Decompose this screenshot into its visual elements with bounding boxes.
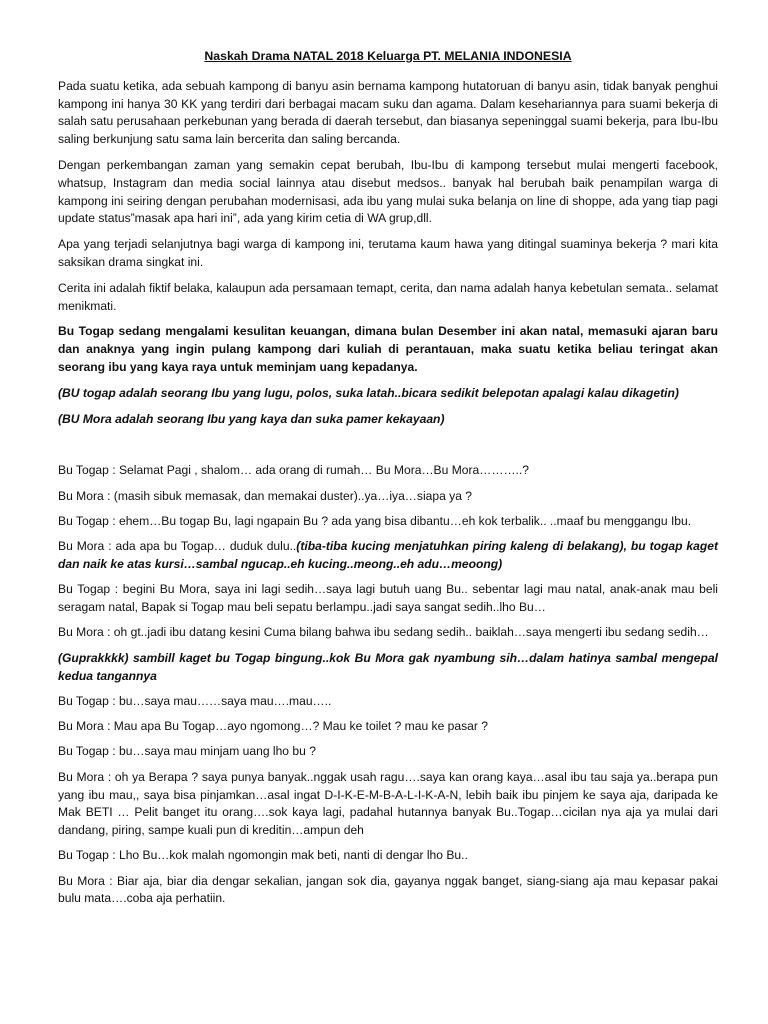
intro-paragraph-2: Dengan perkembangan zaman yang semakin cepat berubah, Ibu-Ibu di kampong tersebut mulai mengerti facebook, whatsup, Instagram dan media social lainnya atau disebut medsos.. banyak hal berubah baik penampilan warga di kampong ini seiring dengan perubahan modernisasi, ada ibu yang mulai suka belanja on line di shoppe, ada yang tiap pagi update status”masak apa hari ini”, ada yang kirim cetia di WA grup,dll. [58,157,718,226]
character-note-togap: (BU togap adalah seorang Ibu yang lugu, polos, suka latah..bicara sedikit belepotan apalagi kalau dikagetin) [58,385,679,400]
dialogue-line: Bu Mora : Biar aja, biar dia dengar sekalian, jangan sok dia, gayanya nggak banget, siang-siang aja mau kepasar pakai bulu mata….coba aja perhatiin. [58,873,718,906]
dialogue-line: Bu Togap : Selamat Pagi , shalom… ada orang di rumah… Bu Mora…Bu Mora………..? [58,463,529,478]
document-page [58,48,718,916]
dialogue [58,462,718,908]
document-title: Naskah Drama NATAL 2018 Keluarga PT. MELANIA INDONESIA [204,49,572,63]
intro-paragraph-1: Pada suatu ketika, ada sebuah kampong di banyu asin bernama kampong hutatoruan di banyu asin, tidak banyak penghui kampong ini hanya 30 KK yang terdiri dari berbagai macam suku dan agama. Dalam kesehariannya para suami bekerja di salah satu perusahaan perkebunan yang berada di daerah tersebut, dan biasanya sepeninggal suami bekerja, para Ibu-Ibu saling berkunjung satu sama lain bercerita dan saling bercanda. [58,78,718,147]
dialogue-line: Bu Togap : bu…saya mau……saya mau….mau….. [58,693,332,708]
dialogue-line [58,538,718,574]
dialogue-speech: Bu Mora : ada apa bu Togap… duduk dulu.. [58,539,297,554]
stage-direction: (tiba-tiba kucing menjatuhkan piring kaleng di belakang), bu togap kaget dan naik ke atas kursi…sambal ngucap..eh kucing..meong..eh adu…meoong) [58,539,719,572]
dialogue-line: Bu Togap : ehem…Bu togap Bu, lagi ngapain Bu ? ada yang bisa dibantu…eh kok terbalik.. ..maaf bu menggangu Ibu. [58,513,692,528]
synopsis-paragraph: Bu Togap sedang mengalami kesulitan keuangan, dimana bulan Desember ini akan natal, memasuki ajaran baru dan anaknya yang ingin pulang kampong dari kuliah di perantauan, maka suatu ketika beliau teringat akan seorang ibu yang kaya raya untuk meminjam uang kepadanya. [58,324,718,374]
intro-paragraph-4: Cerita ini adalah fiktif belaka, kalaupun ada persamaan temapt, cerita, dan nama adalah hanya kebetulan semata.. selamat menikmati. [58,280,718,313]
intro-paragraph-3: Apa yang terjadi selanjutnya bagi warga di kampong ini, terutama kaum hawa yang ditingal suaminya bekerja ? mari kita saksikan drama singkat ini. [58,237,718,269]
stage-direction: (Guprakkkk) sambill kaget bu Togap bingung..kok Bu Mora gak nyambung sih…dalam hatinya sambal mengepal kedua tangannya [58,650,718,683]
spacer [58,436,718,462]
dialogue-line: Bu Mora : Mau apa Bu Togap…ayo ngomong…? Mau ke toilet ? mau ke pasar ? [58,719,489,734]
dialogue-line: Bu Mora : oh gt..jadi ibu datang kesini Cuma bilang bahwa ibu sedang sedih.. baiklah…saya mengerti ibu sedang sedih… [58,625,709,640]
dialogue-line: Bu Togap : bu…saya mau minjam uang lho bu ? [58,744,316,759]
dialogue-line: Bu Mora : oh ya Berapa ? saya punya banyak..nggak usah ragu….saya kan orang kaya…asal ibu tau saja ya..berapa pun yang ibu mau,, saya bisa pinjamkan…asal ingat D-I-K-E-M-B-A-L-I-K-A-N, lebih baik ibu pinjem ke saya aja, daripada ke Mak BETI … Pelit banget itu orang….sok kaya lagi, padahal hutannya banyak Bu..Togap…cicilan nya aja ya mulai dari dandang, piring, sampe kuali pun di kreditin…ampun deh [58,769,718,838]
dialogue-line: Bu Mora : (masih sibuk memasak, dan memakai duster)..ya…iya…siapa ya ? [58,488,473,503]
dialogue-line: Bu Togap : begini Bu Mora, saya ini lagi sedih…saya lagi butuh uang Bu.. sebentar lagi mau natal, anak-anak mau beli seragam natal, Bapak si Togap mau beli sepatu berlampu..jadi saya sangat sedih..lho Bu… [58,582,718,615]
dialogue-line: Bu Togap : Lho Bu…kok malah ngomongin mak beti, nanti di dengar lho Bu.. [58,848,468,863]
character-note-mora: (BU Mora adalah seorang Ibu yang kaya dan suka pamer kekayaan) [58,411,445,426]
